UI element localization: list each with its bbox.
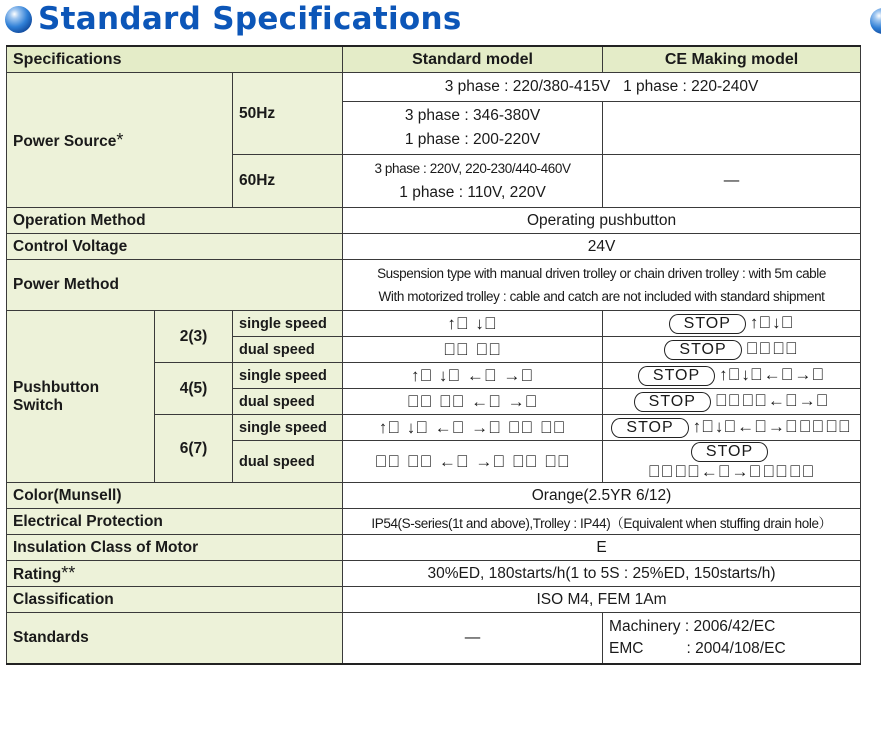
ce-buttons: STOP ⇈⃝⇊⃝←⃝→⃝ [603,389,861,415]
pushbutton-label: Pushbutton Switch [7,311,155,483]
operation-method-row [7,208,861,234]
rating-label: Rating** [7,561,343,587]
color-value: Orange(2.5YR 6/12) [343,483,861,509]
ce-buttons: STOP ⇈⃝⇊⃝ [603,337,861,363]
title-bar [0,0,881,38]
stop-button-symbol: STOP [664,340,741,360]
stop-button-symbol: STOP [634,392,711,412]
page-title: Standard Specifications [38,1,462,37]
std-buttons: ⇈⃝ ⇊⃝ ←⃝ →⃝ [343,389,603,415]
header-row [7,46,861,73]
std-buttons: ↑⃝ ↓⃝ ←⃝ →⃝ ↖⃝ ↘⃝ [343,415,603,441]
speed-label: dual speed [233,441,343,483]
insulation-value: E [343,535,861,561]
hz50-label: 50Hz [233,73,343,155]
footnote-mark: * [116,129,124,150]
color-label: Color(Munsell) [7,483,343,509]
power-source-label: Power Source* [7,73,233,208]
classification-value: ISO M4, FEM 1Am [343,587,861,613]
ce-buttons: STOP ↑⃝↓⃝←⃝→⃝ [603,363,861,389]
power-method-value: Suspension type with manual driven trolley or chain driven trolley : with 5m cable With motorized trolley : cable and catch are not included with standard shipment [343,260,861,311]
ce-buttons: STOP ↑⃝↓⃝←⃝→⃝↖⃝↘⃝ [603,415,861,441]
std-buttons: ⇈⃝ ⇊⃝ [343,337,603,363]
group-6-7: 6(7) [155,415,233,483]
ce50-empty [603,102,861,155]
stop-button-symbol: STOP [611,418,688,438]
ce60-value: — [603,155,861,208]
header-standard-model: Standard model [343,46,603,73]
standards-std-value: — [343,613,603,665]
protection-row [7,509,861,535]
speed-label: single speed [233,363,343,389]
power-method-label: Power Method [7,260,343,311]
stop-button-symbol: STOP [691,442,768,462]
stop-button-symbol: STOP [669,314,746,334]
operation-method-value: Operating pushbutton [343,208,861,234]
stop-button-symbol: STOP [638,366,715,386]
group-2-3: 2(3) [155,311,233,363]
footnote-mark: ** [61,563,76,583]
power-method-row [7,260,861,311]
hz60-label: 60Hz [233,155,343,208]
std-buttons: ↑⃝ ↓⃝ ←⃝ →⃝ [343,363,603,389]
color-row [7,483,861,509]
std60-value: 3 phase : 220V, 220-230/440-460V 1 phase : 110V, 220V [343,155,603,208]
next-section-orb-icon [870,8,881,34]
speed-label: dual speed [233,389,343,415]
rating-value: 30%ED, 180starts/h(1 to 5S : 25%ED, 150starts/h) [343,561,861,587]
control-voltage-row [7,234,861,260]
classification-row [7,587,861,613]
speed-label: single speed [233,311,343,337]
std-buttons: ⇈⃝ ⇊⃝ ←⃝ →⃝ ↖⃝ ↘⃝ [343,441,603,483]
std50-value: 3 phase : 346-380V 1 phase : 200-220V [343,102,603,155]
header-specifications: Specifications [7,46,343,73]
classification-label: Classification [7,587,343,613]
control-voltage-value: 24V [343,234,861,260]
bullet-orb-icon [5,6,32,33]
pushbutton-row-1 [7,311,861,337]
standards-label: Standards [7,613,343,665]
protection-value: IP54(S-series(1t and above),Trolley : IP44)（Equivalent when stuffing drain hole） [343,509,861,535]
header-ce-model: CE Making model [603,46,861,73]
power-source-row-1 [7,73,861,102]
control-voltage-label: Control Voltage [7,234,343,260]
power-shared-line: 3 phase : 220/380-415V 1 phase : 220-240V [343,73,861,102]
speed-label: single speed [233,415,343,441]
protection-label: Electrical Protection [7,509,343,535]
standards-ce-value: Machinery : 2006/42/EC EMC : 2004/108/EC [603,613,861,665]
operation-method-label: Operation Method [7,208,343,234]
group-4-5: 4(5) [155,363,233,415]
std-buttons: ↑⃝ ↓⃝ [343,311,603,337]
insulation-row [7,535,861,561]
rating-row [7,561,861,587]
ce-buttons: STOP ↑⃝↓⃝ [603,311,861,337]
ce-buttons: STOP⇈⃝⇊⃝←⃝→⃝↖⃝↘⃝ [603,441,861,483]
standards-row [7,613,861,665]
specifications-table [6,45,861,665]
speed-label: dual speed [233,337,343,363]
insulation-label: Insulation Class of Motor [7,535,343,561]
